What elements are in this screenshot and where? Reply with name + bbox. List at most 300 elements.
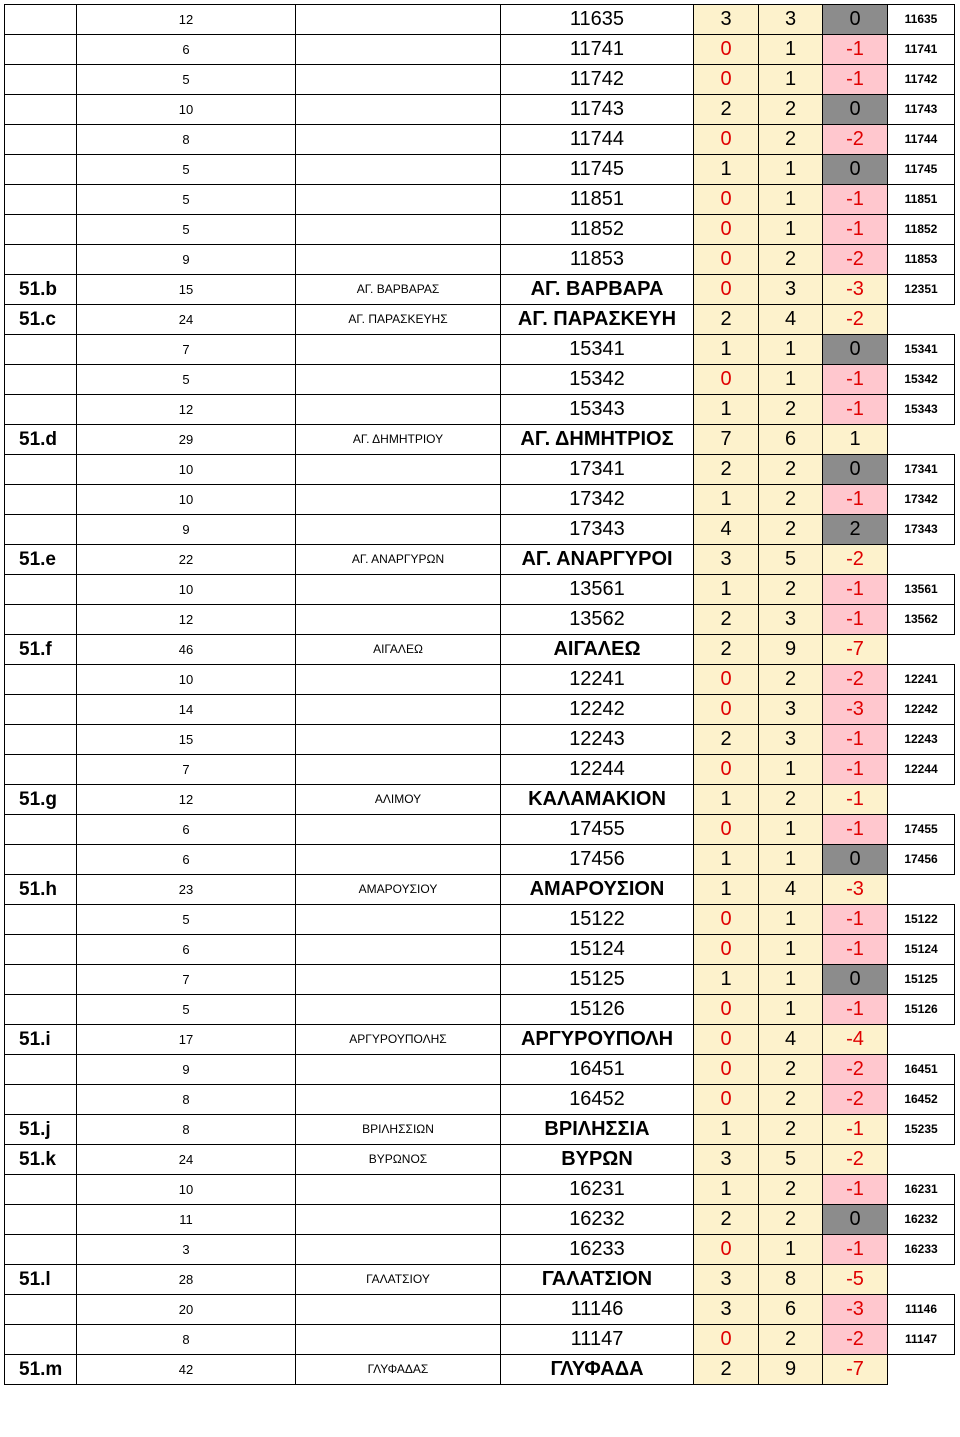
postal-code-cell: 11743 xyxy=(888,95,955,125)
row-code-cell xyxy=(5,695,77,725)
difference-cell: -2 xyxy=(823,305,888,335)
difference-cell: -1 xyxy=(823,725,888,755)
difference-cell: -1 xyxy=(823,185,888,215)
difference-cell: -1 xyxy=(823,935,888,965)
area-name-cell: 15126 xyxy=(501,995,694,1025)
table-row xyxy=(5,335,955,365)
municipality-genitive-cell xyxy=(296,35,501,65)
value-a-cell: 0 xyxy=(694,1025,759,1055)
row-code-cell xyxy=(5,1085,77,1115)
municipality-genitive-cell xyxy=(296,845,501,875)
value-b-cell: 2 xyxy=(759,455,823,485)
row-code-cell xyxy=(5,65,77,95)
postal-code-cell: 15124 xyxy=(888,935,955,965)
postal-code-cell: 11635 xyxy=(888,5,955,35)
table-row xyxy=(5,965,955,995)
value-b-cell: 2 xyxy=(759,245,823,275)
difference-cell: -3 xyxy=(823,875,888,905)
table-row xyxy=(5,395,955,425)
value-b-cell: 1 xyxy=(759,845,823,875)
count-cell: 15 xyxy=(77,725,296,755)
row-code-cell xyxy=(5,725,77,755)
table-row xyxy=(5,905,955,935)
row-code-cell xyxy=(5,485,77,515)
area-name-cell: 12242 xyxy=(501,695,694,725)
value-a-cell: 2 xyxy=(694,305,759,335)
count-cell: 29 xyxy=(77,425,296,455)
municipality-genitive-cell xyxy=(296,755,501,785)
value-b-cell: 6 xyxy=(759,1295,823,1325)
value-b-cell: 1 xyxy=(759,35,823,65)
postal-code-cell: 15122 xyxy=(888,905,955,935)
value-a-cell: 1 xyxy=(694,155,759,185)
postal-code-cell: 12244 xyxy=(888,755,955,785)
value-a-cell: 7 xyxy=(694,425,759,455)
municipality-genitive-cell xyxy=(296,1295,501,1325)
difference-cell: -1 xyxy=(823,395,888,425)
municipality-genitive-cell xyxy=(296,605,501,635)
row-code-cell: 51.m xyxy=(5,1355,77,1385)
count-cell: 7 xyxy=(77,755,296,785)
count-cell: 5 xyxy=(77,155,296,185)
area-name-cell: 16451 xyxy=(501,1055,694,1085)
difference-cell: -1 xyxy=(823,65,888,95)
row-code-cell xyxy=(5,995,77,1025)
value-b-cell: 2 xyxy=(759,125,823,155)
value-b-cell: 1 xyxy=(759,1235,823,1265)
value-a-cell: 0 xyxy=(694,695,759,725)
difference-cell: -2 xyxy=(823,245,888,275)
municipality-genitive-cell: ΒΡΙΛΗΣΣΙΩΝ xyxy=(296,1115,501,1145)
difference-cell: 2 xyxy=(823,515,888,545)
difference-cell: -3 xyxy=(823,275,888,305)
row-code-cell xyxy=(5,365,77,395)
difference-cell: -5 xyxy=(823,1265,888,1295)
row-code-cell: 51.i xyxy=(5,1025,77,1055)
table-row xyxy=(5,1235,955,1265)
value-a-cell: 1 xyxy=(694,395,759,425)
municipality-genitive-cell: ΑΓ. ΔΗΜΗΤΡΙΟΥ xyxy=(296,425,501,455)
table-row xyxy=(5,545,955,575)
value-a-cell: 1 xyxy=(694,575,759,605)
table-row xyxy=(5,515,955,545)
table-row xyxy=(5,185,955,215)
table-row xyxy=(5,125,955,155)
value-a-cell: 0 xyxy=(694,1325,759,1355)
count-cell: 10 xyxy=(77,575,296,605)
value-b-cell: 1 xyxy=(759,185,823,215)
postal-code-cell: 16452 xyxy=(888,1085,955,1115)
table-row xyxy=(5,95,955,125)
area-name-cell: 17342 xyxy=(501,485,694,515)
area-name-cell: 11743 xyxy=(501,95,694,125)
row-code-cell xyxy=(5,395,77,425)
area-name-cell: 16233 xyxy=(501,1235,694,1265)
municipality-genitive-cell xyxy=(296,1085,501,1115)
count-cell: 20 xyxy=(77,1295,296,1325)
count-cell: 5 xyxy=(77,365,296,395)
area-name-cell: 11851 xyxy=(501,185,694,215)
area-name-cell: ΒΥΡΩΝ xyxy=(501,1145,694,1175)
value-b-cell: 1 xyxy=(759,335,823,365)
value-b-cell: 3 xyxy=(759,725,823,755)
value-b-cell: 2 xyxy=(759,1085,823,1115)
count-cell: 46 xyxy=(77,635,296,665)
row-code-cell xyxy=(5,575,77,605)
table-row xyxy=(5,1355,955,1385)
area-name-cell: ΑΜΑΡΟΥΣΙΟΝ xyxy=(501,875,694,905)
value-b-cell: 2 xyxy=(759,1325,823,1355)
area-name-cell: 15341 xyxy=(501,335,694,365)
postal-code-cell xyxy=(888,1025,955,1055)
table-row xyxy=(5,815,955,845)
value-b-cell: 6 xyxy=(759,425,823,455)
difference-cell: -1 xyxy=(823,905,888,935)
value-b-cell: 1 xyxy=(759,215,823,245)
difference-cell: -2 xyxy=(823,665,888,695)
value-b-cell: 2 xyxy=(759,785,823,815)
area-name-cell: 12241 xyxy=(501,665,694,695)
value-b-cell: 2 xyxy=(759,515,823,545)
count-cell: 6 xyxy=(77,815,296,845)
value-b-cell: 1 xyxy=(759,815,823,845)
value-a-cell: 0 xyxy=(694,65,759,95)
value-b-cell: 1 xyxy=(759,755,823,785)
municipality-genitive-cell xyxy=(296,575,501,605)
count-cell: 17 xyxy=(77,1025,296,1055)
difference-cell: -1 xyxy=(823,605,888,635)
area-name-cell: ΑΡΓΥΡΟΥΠΟΛΗ xyxy=(501,1025,694,1055)
value-b-cell: 4 xyxy=(759,1025,823,1055)
value-a-cell: 0 xyxy=(694,245,759,275)
municipality-genitive-cell: ΒΥΡΩΝΟΣ xyxy=(296,1145,501,1175)
value-b-cell: 9 xyxy=(759,635,823,665)
value-b-cell: 1 xyxy=(759,935,823,965)
postal-code-cell: 11745 xyxy=(888,155,955,185)
area-name-cell: 15343 xyxy=(501,395,694,425)
table-row xyxy=(5,785,955,815)
postal-code-cell: 16233 xyxy=(888,1235,955,1265)
row-code-cell xyxy=(5,1235,77,1265)
area-name-cell: 16232 xyxy=(501,1205,694,1235)
postal-code-cell: 17455 xyxy=(888,815,955,845)
value-b-cell: 1 xyxy=(759,65,823,95)
area-name-cell: 17341 xyxy=(501,455,694,485)
count-cell: 15 xyxy=(77,275,296,305)
table-row xyxy=(5,1085,955,1115)
value-a-cell: 0 xyxy=(694,1055,759,1085)
row-code-cell: 51.k xyxy=(5,1145,77,1175)
difference-cell: -7 xyxy=(823,635,888,665)
count-cell: 12 xyxy=(77,395,296,425)
municipality-genitive-cell xyxy=(296,5,501,35)
postal-code-cell: 16451 xyxy=(888,1055,955,1085)
value-a-cell: 0 xyxy=(694,125,759,155)
difference-cell: 0 xyxy=(823,335,888,365)
area-name-cell: ΚΑΛΑΜΑΚΙΟΝ xyxy=(501,785,694,815)
difference-cell: -2 xyxy=(823,1085,888,1115)
municipality-genitive-cell xyxy=(296,1325,501,1355)
spreadsheet-table xyxy=(4,4,955,1385)
value-b-cell: 2 xyxy=(759,665,823,695)
difference-cell: -1 xyxy=(823,785,888,815)
value-b-cell: 2 xyxy=(759,1175,823,1205)
value-b-cell: 2 xyxy=(759,95,823,125)
municipality-genitive-cell xyxy=(296,665,501,695)
area-name-cell: 11853 xyxy=(501,245,694,275)
table-body xyxy=(5,5,955,1385)
value-a-cell: 0 xyxy=(694,905,759,935)
value-a-cell: 1 xyxy=(694,485,759,515)
area-name-cell: ΒΡΙΛΗΣΣΙΑ xyxy=(501,1115,694,1145)
area-name-cell: 15122 xyxy=(501,905,694,935)
area-name-cell: 17455 xyxy=(501,815,694,845)
municipality-genitive-cell xyxy=(296,155,501,185)
count-cell: 14 xyxy=(77,695,296,725)
postal-code-cell: 12242 xyxy=(888,695,955,725)
area-name-cell: 12243 xyxy=(501,725,694,755)
row-code-cell xyxy=(5,1325,77,1355)
postal-code-cell xyxy=(888,875,955,905)
value-a-cell: 0 xyxy=(694,1235,759,1265)
postal-code-cell: 12351 xyxy=(888,275,955,305)
row-code-cell xyxy=(5,155,77,185)
count-cell: 9 xyxy=(77,245,296,275)
area-name-cell: ΑΓ. ΑΝΑΡΓΥΡΟΙ xyxy=(501,545,694,575)
area-name-cell: 11742 xyxy=(501,65,694,95)
value-b-cell: 1 xyxy=(759,155,823,185)
table-row xyxy=(5,875,955,905)
row-code-cell xyxy=(5,245,77,275)
row-code-cell xyxy=(5,5,77,35)
count-cell: 12 xyxy=(77,605,296,635)
row-code-cell xyxy=(5,35,77,65)
table-row xyxy=(5,995,955,1025)
count-cell: 3 xyxy=(77,1235,296,1265)
value-a-cell: 0 xyxy=(694,365,759,395)
difference-cell: 1 xyxy=(823,425,888,455)
postal-code-cell xyxy=(888,305,955,335)
value-a-cell: 1 xyxy=(694,965,759,995)
municipality-genitive-cell xyxy=(296,1055,501,1085)
postal-code-cell: 17343 xyxy=(888,515,955,545)
count-cell: 9 xyxy=(77,515,296,545)
municipality-genitive-cell xyxy=(296,395,501,425)
difference-cell: -1 xyxy=(823,755,888,785)
area-name-cell: ΓΛΥΦΑΔΑ xyxy=(501,1355,694,1385)
municipality-genitive-cell xyxy=(296,1175,501,1205)
value-a-cell: 1 xyxy=(694,1115,759,1145)
postal-code-cell: 15126 xyxy=(888,995,955,1025)
count-cell: 6 xyxy=(77,35,296,65)
value-a-cell: 3 xyxy=(694,5,759,35)
area-name-cell: 17456 xyxy=(501,845,694,875)
row-code-cell xyxy=(5,215,77,245)
table-row xyxy=(5,575,955,605)
municipality-genitive-cell xyxy=(296,335,501,365)
value-b-cell: 8 xyxy=(759,1265,823,1295)
table-row xyxy=(5,1055,955,1085)
row-code-cell xyxy=(5,335,77,365)
difference-cell: -1 xyxy=(823,35,888,65)
count-cell: 24 xyxy=(77,1145,296,1175)
row-code-cell xyxy=(5,605,77,635)
difference-cell: -1 xyxy=(823,365,888,395)
postal-code-cell: 15343 xyxy=(888,395,955,425)
difference-cell: -1 xyxy=(823,1175,888,1205)
difference-cell: -1 xyxy=(823,575,888,605)
difference-cell: 0 xyxy=(823,845,888,875)
area-name-cell: 13562 xyxy=(501,605,694,635)
table-row xyxy=(5,725,955,755)
row-code-cell: 51.e xyxy=(5,545,77,575)
postal-code-cell: 12243 xyxy=(888,725,955,755)
table-row xyxy=(5,845,955,875)
count-cell: 23 xyxy=(77,875,296,905)
table-row xyxy=(5,1205,955,1235)
area-name-cell: 15124 xyxy=(501,935,694,965)
difference-cell: -4 xyxy=(823,1025,888,1055)
value-b-cell: 3 xyxy=(759,605,823,635)
value-a-cell: 1 xyxy=(694,785,759,815)
postal-code-cell: 13561 xyxy=(888,575,955,605)
count-cell: 5 xyxy=(77,65,296,95)
difference-cell: -3 xyxy=(823,695,888,725)
value-b-cell: 3 xyxy=(759,5,823,35)
area-name-cell: 12244 xyxy=(501,755,694,785)
table-row xyxy=(5,665,955,695)
value-b-cell: 5 xyxy=(759,545,823,575)
value-a-cell: 1 xyxy=(694,845,759,875)
area-name-cell: 11744 xyxy=(501,125,694,155)
value-b-cell: 1 xyxy=(759,905,823,935)
municipality-genitive-cell xyxy=(296,935,501,965)
postal-code-cell: 11741 xyxy=(888,35,955,65)
postal-code-cell: 11853 xyxy=(888,245,955,275)
table-row xyxy=(5,305,955,335)
row-code-cell xyxy=(5,125,77,155)
value-a-cell: 0 xyxy=(694,185,759,215)
municipality-genitive-cell xyxy=(296,965,501,995)
table-row xyxy=(5,215,955,245)
difference-cell: -2 xyxy=(823,1055,888,1085)
value-a-cell: 0 xyxy=(694,1085,759,1115)
row-code-cell: 51.j xyxy=(5,1115,77,1145)
value-b-cell: 5 xyxy=(759,1145,823,1175)
value-b-cell: 2 xyxy=(759,1055,823,1085)
row-code-cell xyxy=(5,815,77,845)
value-b-cell: 9 xyxy=(759,1355,823,1385)
postal-code-cell xyxy=(888,425,955,455)
difference-cell: 0 xyxy=(823,155,888,185)
area-name-cell: ΓΑΛΑΤΣΙΟΝ xyxy=(501,1265,694,1295)
count-cell: 8 xyxy=(77,1085,296,1115)
area-name-cell: 11635 xyxy=(501,5,694,35)
count-cell: 24 xyxy=(77,305,296,335)
count-cell: 10 xyxy=(77,485,296,515)
difference-cell: -1 xyxy=(823,815,888,845)
area-name-cell: ΑΓ. ΠΑΡΑΣΚΕΥΗ xyxy=(501,305,694,335)
area-name-cell: 16231 xyxy=(501,1175,694,1205)
row-code-cell xyxy=(5,95,77,125)
difference-cell: 0 xyxy=(823,1205,888,1235)
row-code-cell: 51.d xyxy=(5,425,77,455)
postal-code-cell xyxy=(888,1265,955,1295)
count-cell: 5 xyxy=(77,215,296,245)
postal-code-cell: 15342 xyxy=(888,365,955,395)
count-cell: 8 xyxy=(77,125,296,155)
table-row xyxy=(5,245,955,275)
value-b-cell: 2 xyxy=(759,395,823,425)
table-row xyxy=(5,5,955,35)
row-code-cell: 51.b xyxy=(5,275,77,305)
municipality-genitive-cell xyxy=(296,815,501,845)
municipality-genitive-cell xyxy=(296,365,501,395)
table-row xyxy=(5,935,955,965)
value-a-cell: 0 xyxy=(694,665,759,695)
row-code-cell xyxy=(5,1175,77,1205)
municipality-genitive-cell xyxy=(296,125,501,155)
postal-code-cell: 15125 xyxy=(888,965,955,995)
municipality-genitive-cell xyxy=(296,245,501,275)
municipality-genitive-cell: ΑΙΓΑΛΕΩ xyxy=(296,635,501,665)
value-a-cell: 2 xyxy=(694,95,759,125)
difference-cell: -2 xyxy=(823,1145,888,1175)
municipality-genitive-cell xyxy=(296,185,501,215)
count-cell: 5 xyxy=(77,995,296,1025)
area-name-cell: 11852 xyxy=(501,215,694,245)
count-cell: 11 xyxy=(77,1205,296,1235)
municipality-genitive-cell xyxy=(296,1235,501,1265)
table-row xyxy=(5,1115,955,1145)
municipality-genitive-cell: ΓΛΥΦΑΔΑΣ xyxy=(296,1355,501,1385)
municipality-genitive-cell xyxy=(296,65,501,95)
count-cell: 5 xyxy=(77,905,296,935)
value-a-cell: 3 xyxy=(694,1295,759,1325)
area-name-cell: 11741 xyxy=(501,35,694,65)
area-name-cell: ΑΙΓΑΛΕΩ xyxy=(501,635,694,665)
table-row xyxy=(5,455,955,485)
value-a-cell: 2 xyxy=(694,605,759,635)
table-row xyxy=(5,485,955,515)
municipality-genitive-cell: ΓΑΛΑΤΣΙΟΥ xyxy=(296,1265,501,1295)
value-b-cell: 2 xyxy=(759,1115,823,1145)
area-name-cell: 15125 xyxy=(501,965,694,995)
value-b-cell: 1 xyxy=(759,365,823,395)
postal-code-cell: 15235 xyxy=(888,1115,955,1145)
count-cell: 6 xyxy=(77,845,296,875)
value-b-cell: 3 xyxy=(759,695,823,725)
postal-code-cell xyxy=(888,635,955,665)
postal-code-cell: 15341 xyxy=(888,335,955,365)
table-row xyxy=(5,1025,955,1055)
value-a-cell: 3 xyxy=(694,545,759,575)
difference-cell: -1 xyxy=(823,995,888,1025)
row-code-cell xyxy=(5,965,77,995)
area-name-cell: ΑΓ. ΒΑΡΒΑΡΑ xyxy=(501,275,694,305)
table-row xyxy=(5,1325,955,1355)
value-b-cell: 2 xyxy=(759,485,823,515)
value-a-cell: 0 xyxy=(694,995,759,1025)
difference-cell: -2 xyxy=(823,125,888,155)
area-name-cell: 15342 xyxy=(501,365,694,395)
row-code-cell xyxy=(5,515,77,545)
table-row xyxy=(5,635,955,665)
table-row xyxy=(5,605,955,635)
municipality-genitive-cell: ΑΓ. ΠΑΡΑΣΚΕΥΗΣ xyxy=(296,305,501,335)
postal-code-cell: 12241 xyxy=(888,665,955,695)
municipality-genitive-cell: ΑΜΑΡΟΥΣΙΟΥ xyxy=(296,875,501,905)
